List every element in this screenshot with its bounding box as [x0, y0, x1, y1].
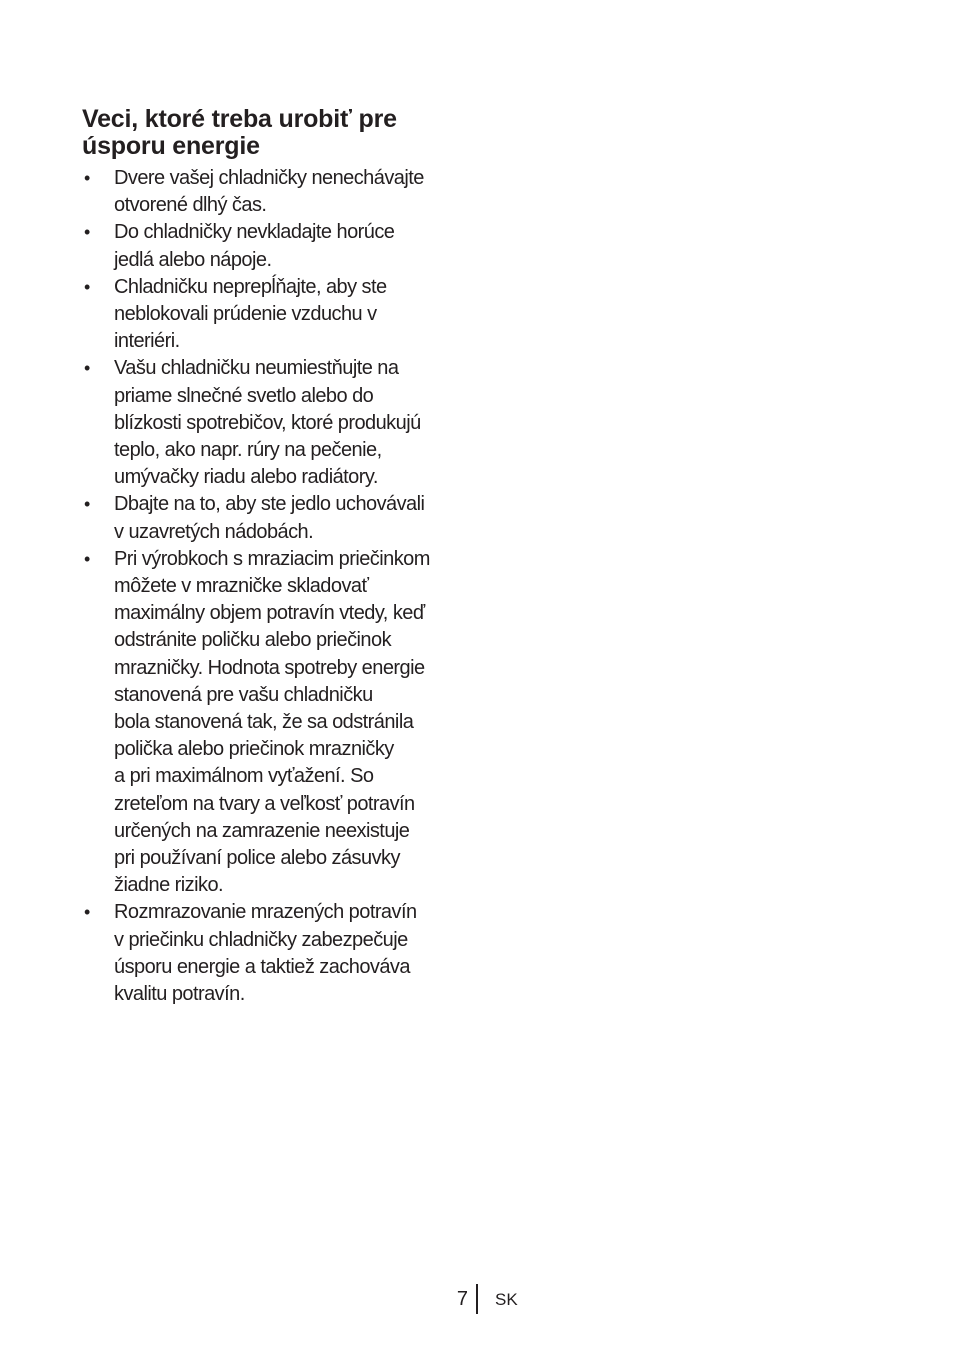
language-code: SK	[495, 1290, 518, 1309]
page-number: 7	[456, 1288, 468, 1310]
list-item	[82, 165, 474, 219]
list-item-text: Dvere vašej chladničky nenechávajte otvorené dlhý čas.	[114, 167, 424, 217]
list-item-text: Pri výrobkoch s mraziacim priečinkom môžete v mrazničke skladovať maximálny objem potravín vtedy, keď odstránite poličku alebo priečinok mrazničky. Hodnota spotreby energie stanovená pre vašu chladničku bola stanovená tak, že sa odstránila polička alebo priečinok mrazničky a pri maximálnom vyťažení. So zreteľom na tvary a veľkosť potravín určených na zamrazenie neexistuje pri používaní police alebo zásuvky žiadne riziko.	[114, 547, 430, 897]
bullet-icon: •	[84, 494, 90, 515]
list-item-text: Do chladničky nevkladajte horúce jedlá alebo nápoje.	[114, 221, 395, 271]
footer-divider	[476, 1284, 478, 1314]
energy-tips-list	[82, 165, 474, 1008]
section-title	[82, 106, 474, 160]
list-item	[82, 899, 474, 1008]
bullet-icon: •	[84, 168, 90, 188]
bullet-icon: •	[84, 548, 90, 569]
section-title-line2: úsporu energie	[82, 132, 260, 160]
list-item-text: Vašu chladničku neumiestňujte na priame slnečné svetlo alebo do blízkosti spotrebičov, ktoré produkujú teplo, ako napr. rúry na pečenie, umývačky riadu alebo radiátory.	[114, 357, 421, 489]
list-item	[82, 355, 474, 491]
list-item-text: Rozmrazovanie mrazených potravín v priečinku chladničky zabezpečuje úsporu energie a taktiež zachováva kvalitu potravín.	[114, 901, 417, 1006]
energy-saving-section	[82, 106, 474, 1008]
page-footer	[0, 1284, 954, 1314]
list-item	[82, 546, 474, 900]
list-item	[82, 491, 474, 545]
bullet-icon: •	[84, 222, 90, 243]
bullet-icon: •	[84, 276, 90, 297]
list-item	[82, 219, 474, 273]
bullet-icon: •	[84, 358, 90, 379]
section-title-line1: Veci, ktoré treba urobiť pre	[82, 105, 397, 133]
list-item	[82, 274, 474, 356]
list-item-text: Dbajte na to, aby ste jedlo uchovávali v uzavretých nádobách.	[114, 493, 425, 543]
bullet-icon: •	[84, 902, 90, 923]
list-item-text: Chladničku neprepĺňajte, aby ste neblokovali prúdenie vzduchu v interiéri.	[114, 275, 387, 353]
